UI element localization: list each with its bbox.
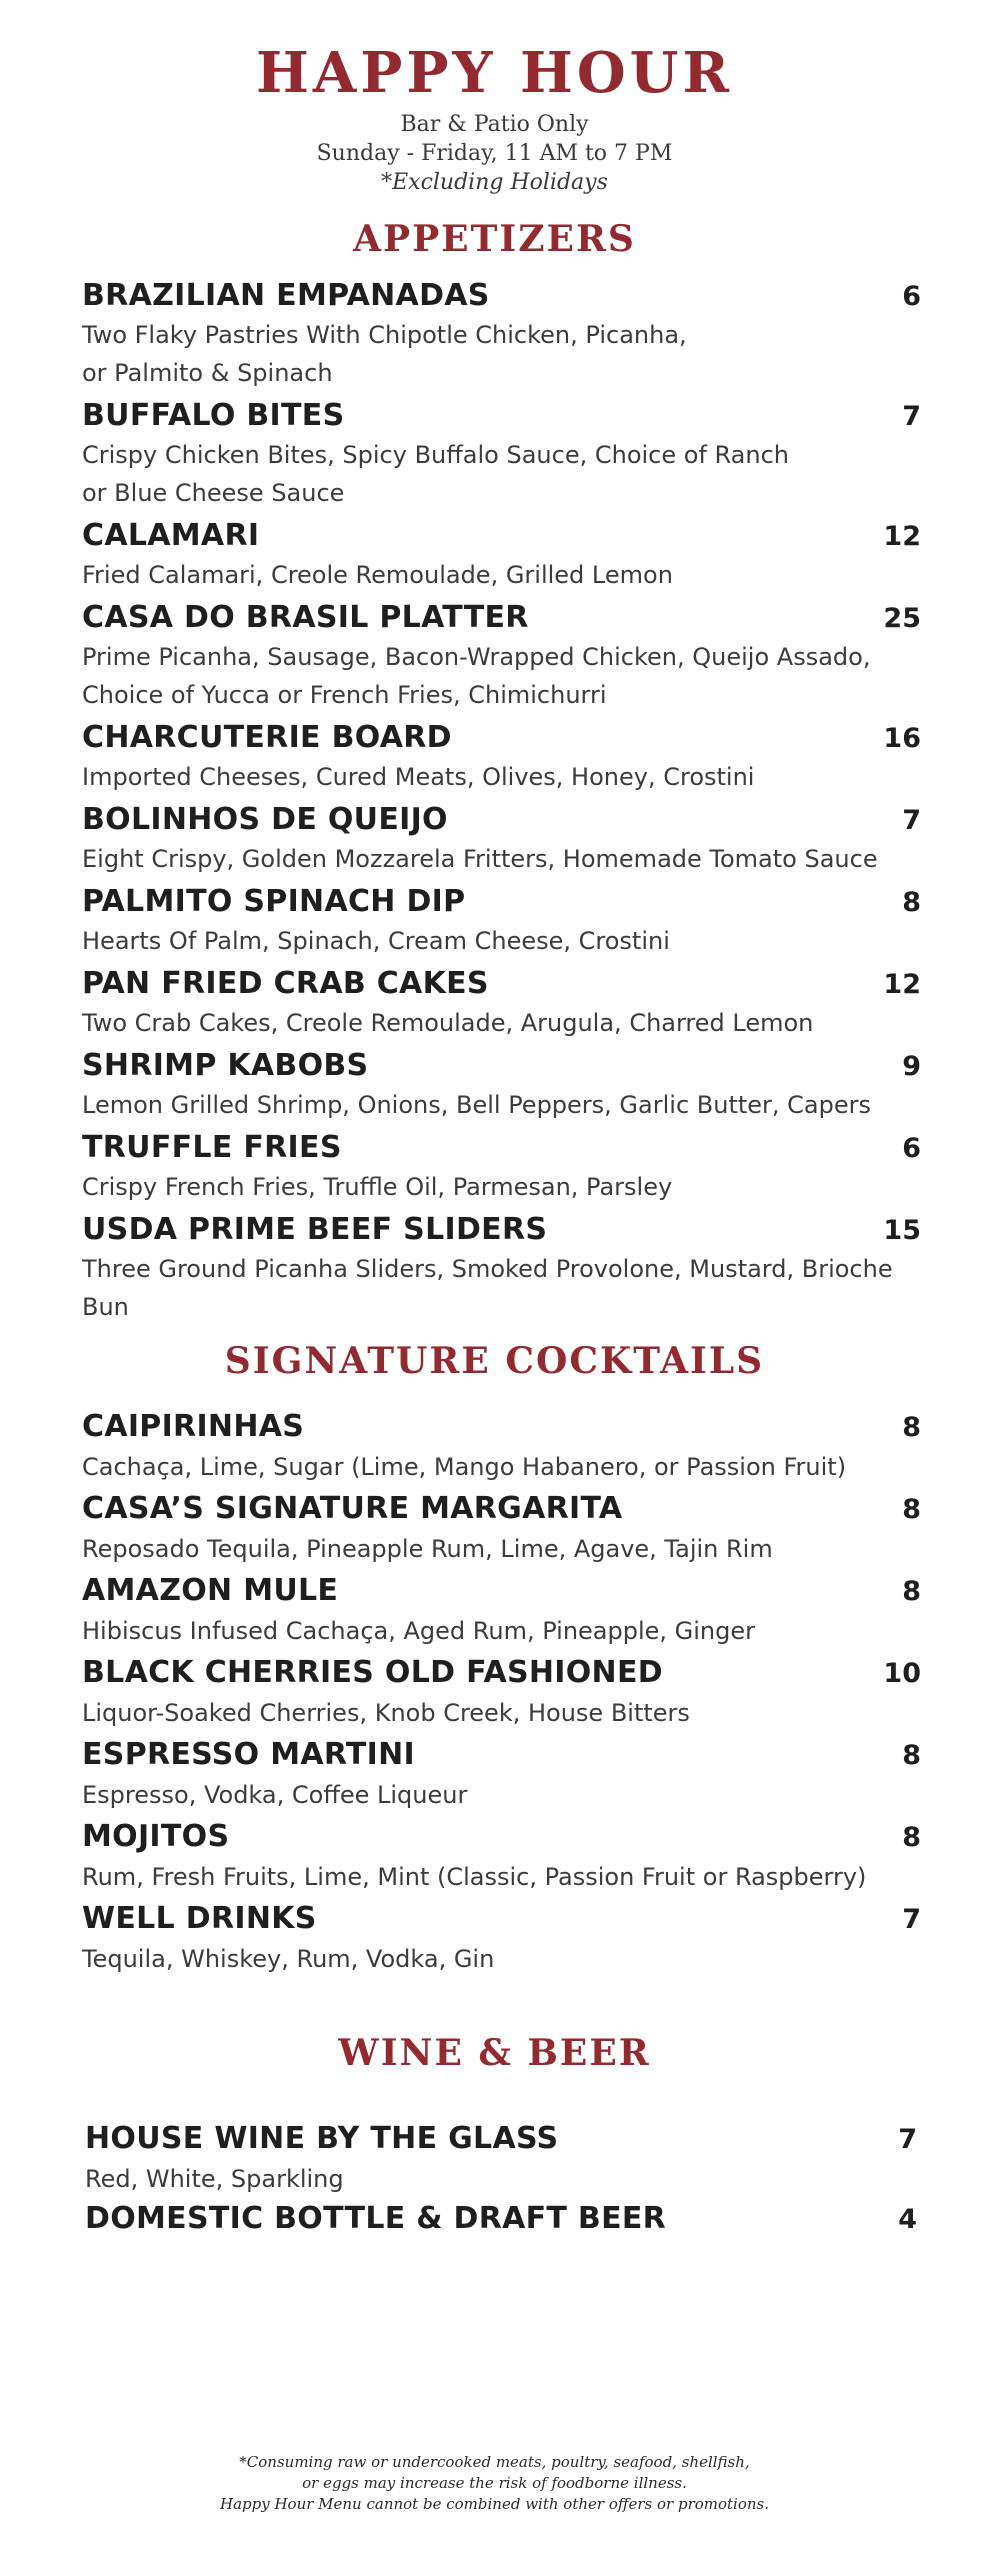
- menu-item-description: Rum, Fresh Fruits, Lime, Mint (Classic, Passion Fruit or Raspberry): [82, 1863, 867, 1891]
- menu-item: [82, 396, 925, 512]
- menu-item-description: Cachaça, Lime, Sugar (Lime, Mango Habanero, or Passion Fruit): [82, 1453, 847, 1481]
- menu-item-price: 6: [902, 1133, 921, 1164]
- menu-item-description: Reposado Tequila, Pineapple Rum, Lime, Agave, Tajin Rim: [82, 1535, 773, 1563]
- menu-item-price: 8: [902, 1494, 921, 1525]
- menu-item-price: 7: [902, 1904, 921, 1935]
- menu-item-description: Fried Calamari, Creole Remoulade, Grilled Lemon: [82, 561, 673, 589]
- menu-item-header: [82, 1046, 925, 1086]
- menu-item-name: PAN FRIED CRAB CAKES: [82, 966, 489, 1001]
- menu-item-price: 8: [902, 887, 921, 918]
- menu-item: [82, 1734, 925, 1814]
- menu-item: [82, 718, 925, 796]
- footer-line-1: *Consuming raw or undercooked meats, poultry, seafood, shellfish,: [239, 2453, 750, 2471]
- menu-item-name: CALAMARI: [82, 518, 260, 553]
- menu-item-name: HOUSE WINE BY THE GLASS: [85, 2121, 559, 2156]
- menu-item-price: 10: [883, 1658, 921, 1689]
- menu-item: [82, 882, 925, 960]
- menu-item-header: [82, 964, 925, 1004]
- menu-item-name: DOMESTIC BOTTLE & DRAFT BEER: [85, 2201, 667, 2236]
- menu-item-name: ESPRESSO MARTINI: [82, 1737, 416, 1772]
- menu-item-name: MOJITOS: [82, 1819, 230, 1854]
- menu-item-header: [82, 1570, 925, 1612]
- intro-block: [0, 110, 989, 197]
- wine-beer-list: [85, 2118, 921, 2240]
- menu-item: [82, 800, 925, 878]
- menu-item-header: [82, 882, 925, 922]
- menu-item-price: 8: [902, 1412, 921, 1443]
- menu-item-header: [82, 276, 925, 316]
- menu-item-price: 16: [883, 723, 921, 754]
- location-text: Bar & Patio Only: [400, 112, 589, 137]
- menu-item-price: 7: [902, 401, 921, 432]
- menu-item: [82, 1898, 925, 1978]
- cocktails-list: [82, 1406, 925, 1980]
- menu-item-description: Two Crab Cakes, Creole Remoulade, Arugula, Charred Lemon: [82, 1009, 814, 1037]
- menu-item-header: [82, 396, 925, 436]
- footer-disclaimer: [0, 2452, 989, 2515]
- menu-item: [82, 1652, 925, 1732]
- menu-item-price: 7: [898, 2124, 917, 2155]
- menu-item-header: [82, 1210, 925, 1250]
- appetizers-title: APPETIZERS: [353, 218, 636, 260]
- footer-line-3: Happy Hour Menu cannot be combined with other offers or promotions.: [219, 2495, 770, 2513]
- menu-item-name: CASA DO BRASIL PLATTER: [82, 600, 529, 635]
- menu-item-description: Eight Crispy, Golden Mozzarela Fritters, Homemade Tomato Sauce: [82, 845, 878, 873]
- menu-item-header: [82, 1488, 925, 1530]
- wine-beer-title: WINE & BEER: [338, 2032, 651, 2074]
- menu-item-description: Crispy French Fries, Truffle Oil, Parmesan, Parsley: [82, 1173, 673, 1201]
- menu-item: [85, 2118, 921, 2198]
- menu-item-name: WELL DRINKS: [82, 1901, 317, 1936]
- footer-line-2: or eggs may increase the risk of foodborne illness.: [302, 2474, 687, 2492]
- menu-item: [82, 1128, 925, 1206]
- menu-item-header: [85, 2118, 921, 2160]
- menu-item: [82, 276, 925, 392]
- menu-item-header: [82, 1406, 925, 1448]
- menu-item-price: 8: [902, 1822, 921, 1853]
- holiday-note: *Excluding Holidays: [381, 170, 608, 195]
- menu-item-name: CHARCUTERIE BOARD: [82, 720, 452, 755]
- menu-item-header: [82, 516, 925, 556]
- menu-item-description: Three Ground Picanha Sliders, Smoked Provolone, Mustard, Brioche Bun: [82, 1255, 893, 1321]
- menu-item-name: AMAZON MULE: [82, 1573, 339, 1608]
- menu-item: [82, 1406, 925, 1486]
- appetizers-list: [82, 276, 925, 1330]
- menu-item: [82, 1488, 925, 1568]
- menu-item-description: or Blue Cheese Sauce: [82, 479, 345, 507]
- menu-item-price: 4: [898, 2204, 917, 2235]
- menu-item-price: 8: [902, 1576, 921, 1607]
- menu-item-name: CASA’S SIGNATURE MARGARITA: [82, 1491, 623, 1526]
- menu-item-description: Crispy Chicken Bites, Spicy Buffalo Sauce, Choice of Ranch: [82, 441, 789, 469]
- menu-item-price: 9: [902, 1051, 921, 1082]
- menu-item-name: TRUFFLE FRIES: [82, 1130, 342, 1165]
- menu-item: [82, 1816, 925, 1896]
- menu-item-header: [82, 1734, 925, 1776]
- menu-item-description: Prime Picanha, Sausage, Bacon-Wrapped Chicken, Queijo Assado,: [82, 643, 871, 671]
- menu-item-name: PALMITO SPINACH DIP: [82, 884, 466, 919]
- menu-item-name: BOLINHOS DE QUEIJO: [82, 802, 448, 837]
- menu-item: [82, 1570, 925, 1650]
- menu-item-header: [82, 800, 925, 840]
- cocktails-title: SIGNATURE COCKTAILS: [224, 1340, 765, 1382]
- menu-item-header: [82, 1652, 925, 1694]
- menu-item: [82, 516, 925, 594]
- menu-item-name: USDA PRIME BEEF SLIDERS: [82, 1212, 548, 1247]
- page-title: HAPPY HOUR: [255, 40, 734, 106]
- menu-item-price: 12: [883, 521, 921, 552]
- menu-item-price: 6: [902, 281, 921, 312]
- menu-item-price: 15: [883, 1215, 921, 1246]
- menu-item-description: Choice of Yucca or French Fries, Chimichurri: [82, 681, 607, 709]
- menu-item: [82, 1046, 925, 1124]
- menu-item-header: [82, 598, 925, 638]
- menu-item: [85, 2198, 921, 2240]
- menu-item-price: 12: [883, 969, 921, 1000]
- menu-item-name: BUFFALO BITES: [82, 398, 345, 433]
- menu-item-name: SHRIMP KABOBS: [82, 1048, 369, 1083]
- menu-item-description: or Palmito & Spinach: [82, 359, 333, 387]
- menu-item-name: CAIPIRINHAS: [82, 1409, 305, 1444]
- menu-item-description: Lemon Grilled Shrimp, Onions, Bell Peppers, Garlic Butter, Capers: [82, 1091, 871, 1119]
- menu-item-header: [82, 1128, 925, 1168]
- menu-item-description: Imported Cheeses, Cured Meats, Olives, Honey, Crostini: [82, 763, 755, 791]
- menu-item: [82, 1210, 925, 1326]
- menu-item-description: Hearts Of Palm, Spinach, Cream Cheese, Crostini: [82, 927, 670, 955]
- menu-item-description: Espresso, Vodka, Coffee Liqueur: [82, 1781, 468, 1809]
- menu-item-description: Red, White, Sparkling: [85, 2165, 344, 2193]
- menu-item-header: [82, 718, 925, 758]
- menu-item-name: BLACK CHERRIES OLD FASHIONED: [82, 1655, 663, 1690]
- menu-item-description: Two Flaky Pastries With Chipotle Chicken, Picanha,: [82, 321, 687, 349]
- menu-item-description: Hibiscus Infused Cachaça, Aged Rum, Pineapple, Ginger: [82, 1617, 756, 1645]
- hours-text: Sunday - Friday, 11 AM to 7 PM: [316, 141, 673, 166]
- menu-item-header: [82, 1816, 925, 1858]
- menu-item-header: [82, 1898, 925, 1940]
- menu-item: [82, 598, 925, 714]
- menu-item-description: Liquor-Soaked Cherries, Knob Creek, House Bitters: [82, 1699, 690, 1727]
- menu-item-price: 8: [902, 1740, 921, 1771]
- menu-item-description: Tequila, Whiskey, Rum, Vodka, Gin: [82, 1945, 495, 1973]
- menu-item-price: 25: [883, 603, 921, 634]
- menu-item-name: BRAZILIAN EMPANADAS: [82, 278, 490, 313]
- menu-item-price: 7: [902, 805, 921, 836]
- menu-item: [82, 964, 925, 1042]
- menu-item-header: [85, 2198, 921, 2240]
